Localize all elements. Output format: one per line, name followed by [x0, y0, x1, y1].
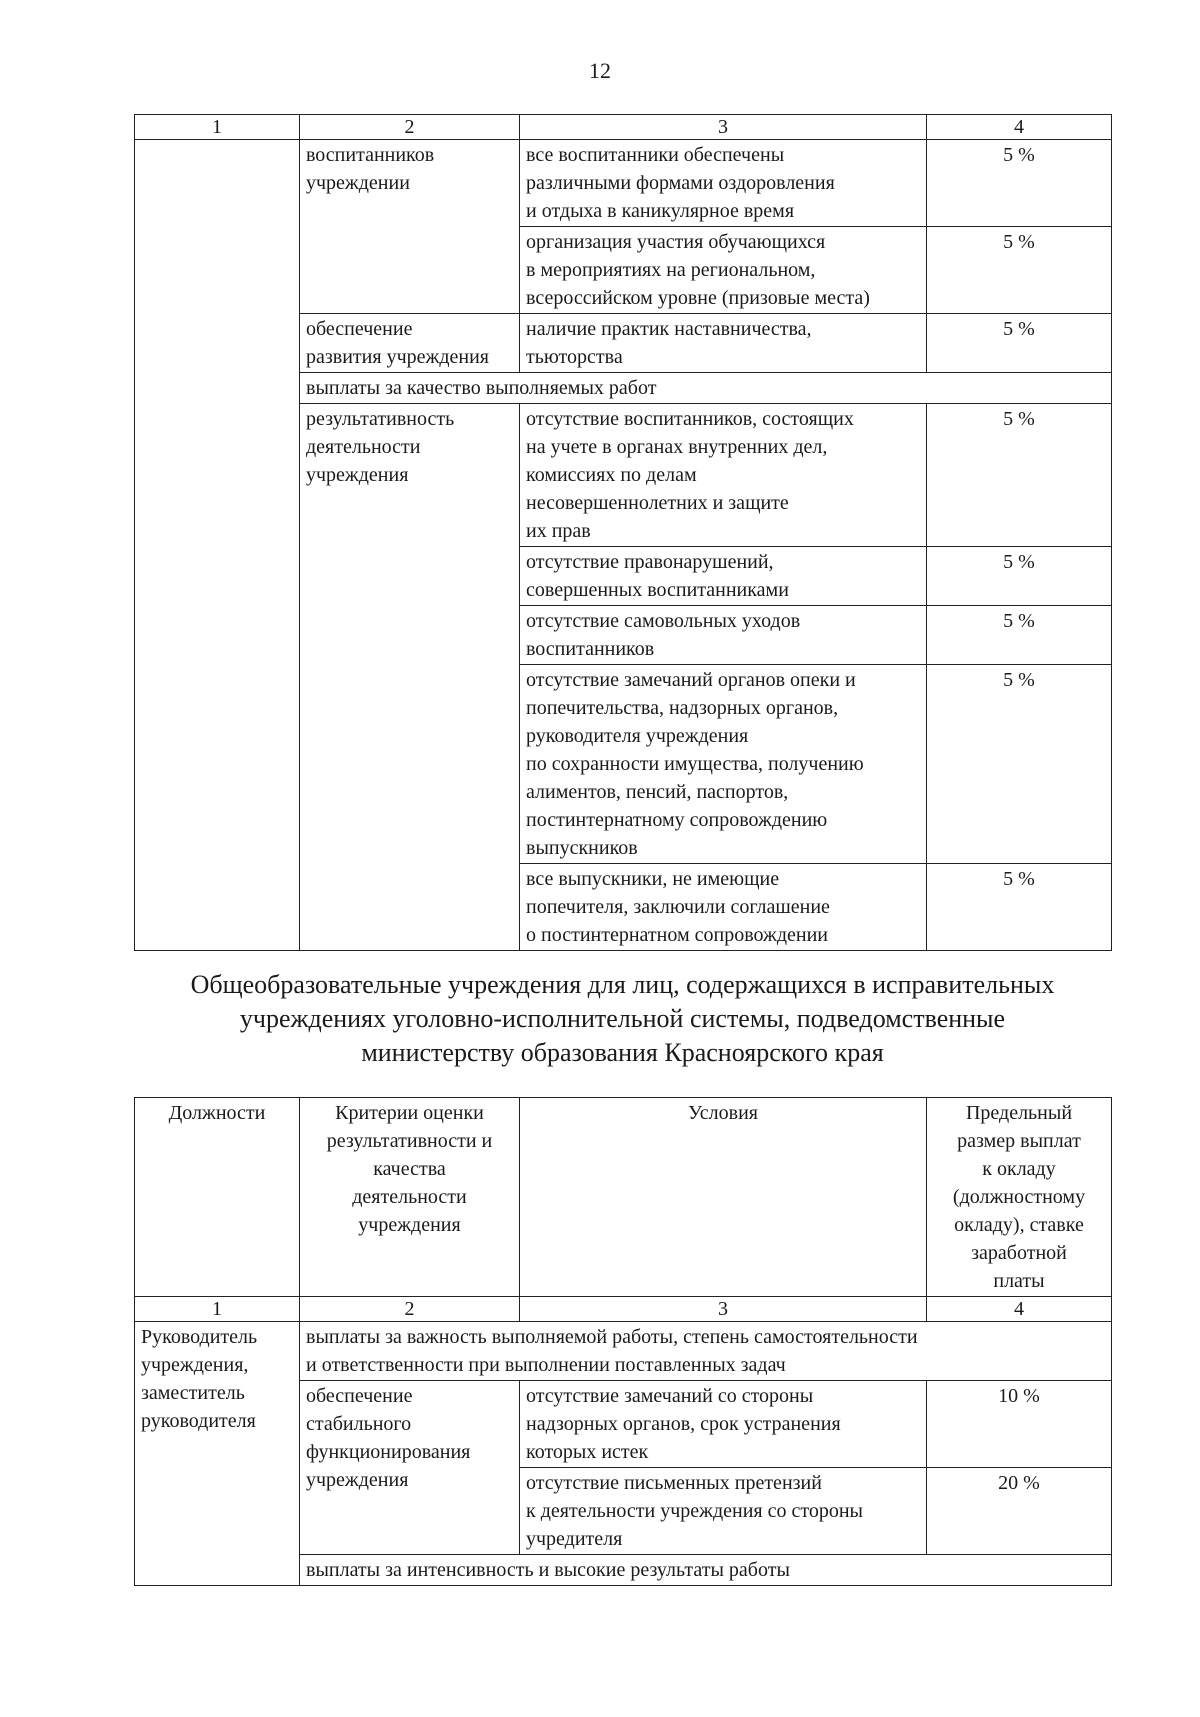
header-positions: Должности: [135, 1098, 300, 1297]
condition-cell: все воспитанники обеспечены различными формами оздоровления и отдыха в каникулярное время: [520, 140, 927, 227]
col-number-4: 4: [927, 115, 1112, 140]
criteria-table-continued: [134, 114, 1112, 951]
condition-cell: отсутствие воспитанников, состоящих на учете в органах внутренних дел, комиссиях по делам несовершеннолетних и защите их прав: [520, 404, 927, 547]
column-numbers-row: [135, 1297, 1112, 1322]
position-cell: Руководитель учреждения, заместитель руководителя: [135, 1322, 300, 1586]
condition-cell: отсутствие письменных претензий к деятельности учреждения со стороны учредителя: [520, 1468, 927, 1555]
value-cell: 10 %: [927, 1381, 1112, 1468]
value-cell: 5 %: [927, 547, 1112, 606]
col-number-3: 3: [520, 1297, 927, 1322]
value-cell: 5 %: [927, 665, 1112, 864]
table-row: [135, 140, 1112, 227]
col-number-4: 4: [927, 1297, 1112, 1322]
value-cell: 20 %: [927, 1468, 1112, 1555]
value-cell: 5 %: [927, 404, 1112, 547]
header-conditions: Условия: [520, 1098, 927, 1297]
condition-cell: все выпускники, не имеющие попечителя, заключили соглашение о постинтернатном сопровождении: [520, 864, 927, 951]
condition-cell: отсутствие замечаний со стороны надзорных органов, срок устранения которых истек: [520, 1381, 927, 1468]
column-numbers-row: [135, 115, 1112, 140]
col-number-1: 1: [135, 115, 300, 140]
condition-cell: отсутствие правонарушений, совершенных воспитанниками: [520, 547, 927, 606]
value-cell: 5 %: [927, 140, 1112, 227]
position-cell-empty: [135, 140, 300, 951]
section-heading: выплаты за качество выполняемых работ: [300, 373, 1112, 404]
condition-cell: организация участия обучающихся в мероприятиях на региональном, всероссийском уровне (призовые места): [520, 227, 927, 314]
criteria-table-correctional: [134, 1097, 1112, 1586]
criterion-cell: результативность деятельности учреждения: [300, 404, 520, 951]
section-heading: выплаты за важность выполняемой работы, степень самостоятельности и ответственности при выполнении поставленных задач: [300, 1322, 1112, 1381]
value-cell: 5 %: [927, 606, 1112, 665]
value-cell: 5 %: [927, 227, 1112, 314]
section-heading: выплаты за интенсивность и высокие результаты работы: [300, 1555, 1112, 1586]
page-number: 12: [589, 58, 611, 83]
value-cell: 5 %: [927, 314, 1112, 373]
condition-cell: наличие практик наставничества, тьюторства: [520, 314, 927, 373]
header-max-payment: Предельный размер выплат к окладу (должностному окладу), ставке заработной платы: [927, 1098, 1112, 1297]
criterion-cell: воспитанников учреждении: [300, 140, 520, 314]
section-row: [135, 1322, 1112, 1381]
value-cell: 5 %: [927, 864, 1112, 951]
col-number-3: 3: [520, 115, 927, 140]
section-title: Общеобразовательные учреждения для лиц, содержащихся в исправительных учреждениях уголовно-исполнительной системы, подведомственные министерству образования Красноярского края: [190, 970, 1055, 1067]
criterion-cell: обеспечение развития учреждения: [300, 314, 520, 373]
condition-cell: отсутствие самовольных уходов воспитанников: [520, 606, 927, 665]
col-number-1: 1: [135, 1297, 300, 1322]
col-number-2: 2: [300, 1297, 520, 1322]
condition-cell: отсутствие замечаний органов опеки и попечительства, надзорных органов, руководителя учреждения по сохранности имущества, получению алиментов, пенсий, паспортов, постинтернатному сопровождению выпускников: [520, 665, 927, 864]
header-criteria: Критерии оценки результативности и качества деятельности учреждения: [300, 1098, 520, 1297]
criterion-cell: обеспечение стабильного функционирования учреждения: [300, 1381, 520, 1555]
col-number-2: 2: [300, 115, 520, 140]
header-row: [135, 1098, 1112, 1297]
